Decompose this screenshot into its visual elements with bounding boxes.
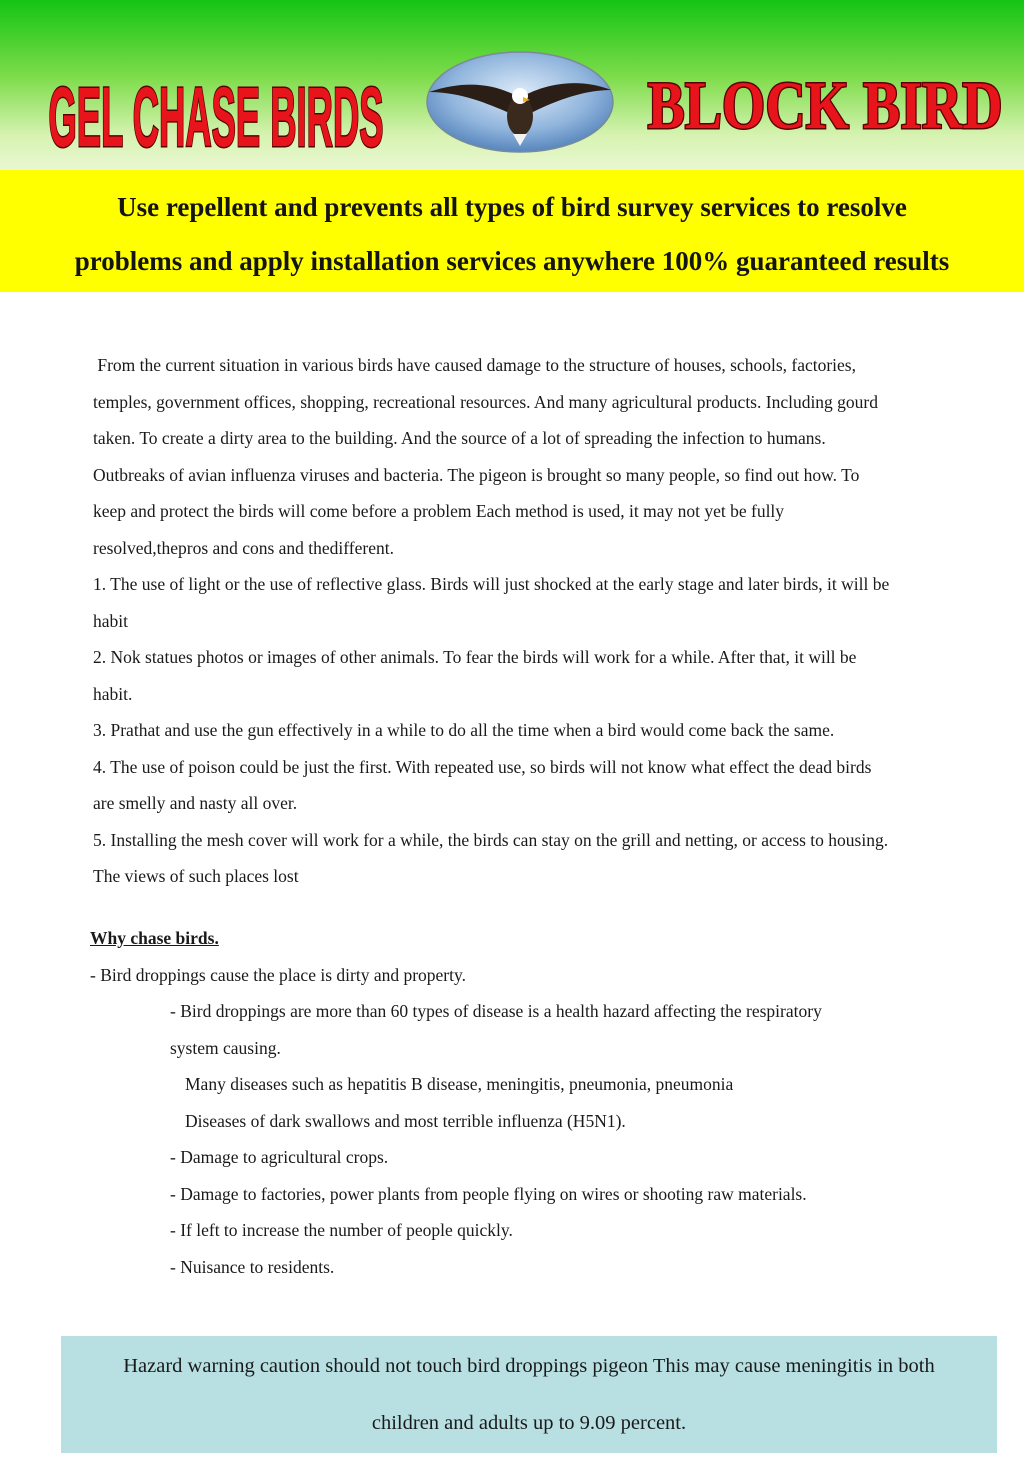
why-intro: - Bird droppings cause the place is dirty and property. (90, 964, 466, 985)
body-line: taken. To create a dirty area to the building. And the source of a lot of spreading the infection to humans. (93, 428, 826, 448)
why-chase-birds-section (90, 920, 1010, 1285)
logo-right-text: BLOCK BIRD (647, 67, 1003, 143)
header-banner (0, 0, 1024, 170)
hazard-warning-box (61, 1336, 997, 1453)
method-5-cont: The views of such places lost (93, 866, 299, 886)
why-item-1: - Bird droppings are more than 60 types of disease is a health hazard affecting the respiratory (170, 1001, 822, 1021)
method-5: 5. Installing the mesh cover will work for a while, the birds can stay on the grill and netting, or access to housing. (93, 829, 889, 850)
gel-chase-birds-logo (44, 50, 389, 164)
method-4-cont: are smelly and nasty all over. (93, 793, 298, 813)
headline-banner (0, 170, 1024, 292)
block-bird-logo (640, 62, 1010, 142)
body-line: From the current situation in various birds have caused damage to the structure of houses, schools, factories, (93, 355, 856, 375)
why-item-2: - Damage to agricultural crops. (170, 1147, 389, 1167)
eagle-image (425, 50, 615, 154)
body-line: Outbreaks of avian influenza viruses and bacteria. The pigeon is brought so many people, so find out how. To (93, 464, 860, 485)
why-item-1-cont: system causing. (170, 1037, 281, 1058)
body-line: resolved,thepros and cons and thedifferent. (93, 537, 394, 558)
intro-body (93, 347, 1013, 895)
body-line: keep and protect the birds will come before a problem Each method is used, it may not yet be fully (93, 501, 785, 521)
body-line: temples, government offices, shopping, recreational resources. And many agricultural products. Including gourd (93, 391, 879, 412)
logo-left-text: GEL CHASE BIRDS (48, 70, 384, 164)
why-subitem-2: Diseases of dark swallows and most terrible influenza (H5N1). (185, 1110, 626, 1131)
method-2: 2. Nok statues photos or images of other animals. To fear the birds will work for a while. After that, it will be (93, 647, 857, 667)
method-2-cont: habit. (93, 683, 133, 704)
method-3: 3. Prathat and use the gun effectively in a while to do all the time when a bird would come back the same. (93, 720, 835, 740)
method-1-cont: habit (93, 610, 128, 631)
section-title: Why chase birds. (90, 928, 219, 948)
why-item-3: - Damage to factories, power plants from people flying on wires or shooting raw materials. (170, 1183, 807, 1204)
method-4: 4. The use of poison could be just the first. With repeated use, so birds will not know what effect the dead birds (93, 756, 872, 777)
headline-line-1: Use repellent and prevents all types of bird survey services to resolve (117, 192, 907, 222)
method-1: 1. The use of light or the use of reflective glass. Birds will just shocked at the early stage and later birds, it will be (93, 574, 890, 594)
warning-line-2: children and adults up to 9.09 percent. (371, 1412, 687, 1434)
why-item-4: - If left to increase the number of people quickly. (170, 1220, 513, 1240)
headline-line-2: problems and apply installation services anywhere 100% guaranteed results (74, 246, 950, 276)
why-item-5: - Nuisance to residents. (170, 1256, 335, 1277)
warning-line-1: Hazard warning caution should not touch bird droppings pigeon This may cause meningitis in both (123, 1355, 935, 1377)
why-subitem-1: Many diseases such as hepatitis B disease, meningitis, pneumonia, pneumonia (185, 1074, 734, 1094)
